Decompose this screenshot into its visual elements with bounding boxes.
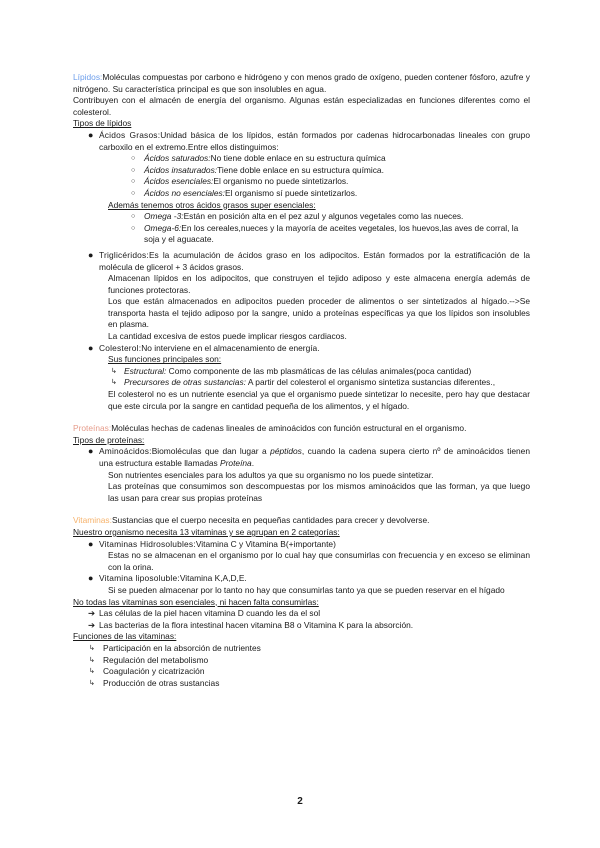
- esenciales-item-bacterias: ➔ Las bacterias de la flora intestinal hacen vitamina B8 o Vitamina K para la absorción.: [73, 620, 530, 632]
- hidrosolubles-p2: Estas no se almacenan en el organismo por lo cual hay que consumirlas con frecuencia y en exceso se eliminan con la orina.: [108, 550, 530, 572]
- lipidos-tipos-heading: Tipos de lípidos: [73, 118, 132, 129]
- liposoluble-p2: Si se pueden almacenar por lo tanto no hay que consumirlas tanto ya que se pueden reservar en el hígado: [108, 584, 505, 595]
- document-page: [73, 72, 530, 689]
- lipidos-title: Lípidos:: [73, 72, 103, 82]
- vitaminas-intro: Vitaminas:Sustancias que el cuerpo necesita en pequeñas cantidades para crecer y devolverse.: [73, 515, 430, 526]
- vitaminas-title: Vitaminas:: [73, 515, 112, 526]
- bullet-dot-icon: ●: [88, 573, 94, 584]
- funcion-precursores: ↳ Precursores de otras sustancias: A partir del colesterol el organismo sintetiza sustancias diferentes.,: [73, 377, 530, 389]
- trigliceridos-p3: Los que están almacenados en adipocitos pueden proceder de alimentos o ser sintetizados al hígado.-->Se transporta hasta el tejido adiposo por la sangre, unido a proteínas específicas ya que los lípidos son insolubles en plasma.: [108, 296, 530, 330]
- bullet-arrow-icon: ↳: [89, 668, 95, 676]
- bullet-arrow-icon: ↳: [89, 679, 95, 687]
- bullet-circle-icon: ○: [131, 224, 136, 232]
- funciones-item: ↳ Producción de otras sustancias: [73, 678, 530, 690]
- bullet-arrow-icon: ↳: [111, 379, 117, 387]
- proteinas-title: Proteínas:: [73, 423, 112, 434]
- bullet-dot-icon: ●: [88, 538, 94, 549]
- aminoacidos-item: ● Aminoácidos:Biomoléculas que dan lugar a péptidos, cuando la cadena supera cierto nº de aminoácidos tienen una estructura estable llamadas Proteína.: [73, 446, 530, 469]
- trigliceridos-item: ● Triglicéridos:Es la acumulación de ácidos graso en los adipocitos. Están formados por la estratificación de la molécula de glicerol + 3 ácidos grasos.: [73, 250, 530, 273]
- vitaminas-esenciales-heading: No todas las vitaminas son esenciales, ni hacen falta consumirlas:: [73, 596, 319, 607]
- super-esenciales-heading: Además tenemos otros ácidos grasos super esenciales:: [108, 199, 316, 210]
- aminoacidos-p3: Las proteínas que consumimos son descompuestas por los mismos aminoácidos que las forman, ya que luego las usan para crear sus propias proteínas: [108, 481, 530, 503]
- arrow-right-icon: ➔: [88, 608, 96, 619]
- funciones-item: ↳ Coagulación y cicatrización: [73, 666, 530, 678]
- subitem-omega-6: ○ Omega-6:En los cereales,nueces y la mayoría de aceites vegetales, los huevos,las aves de corral, la soja y el aguacate.: [73, 223, 530, 246]
- bullet-arrow-icon: ↳: [89, 644, 95, 652]
- bullet-circle-icon: ○: [131, 166, 136, 174]
- bullet-circle-icon: ○: [131, 178, 136, 186]
- proteinas-tipos-heading: Tipos de proteínas:: [73, 434, 145, 445]
- funcion-estructural: ↳ Estructural: Como componente de las mb plasmáticas de las células animales(poca cantidad): [73, 366, 530, 378]
- acidos-grasos-item: ● Ácidos Grasos:Unidad básica de los lípidos, están formados por cadenas hidrocarbonadas lineales con grupo carboxilo en el extremo.Entre ellos distinguimos:: [73, 130, 530, 153]
- page-number: 2: [297, 796, 303, 807]
- colesterol-nota: El colesterol no es un nutriente esencial ya que el organismo puede sintetizar lo necesite, pero hay que destacar que este circula por la sangre en cantidad pequeña de los alimentos, y el hígado.: [108, 389, 530, 411]
- bullet-dot-icon: ●: [88, 446, 94, 457]
- funciones-item: ↳ Regulación del metabolismo: [73, 655, 530, 667]
- bullet-circle-icon: ○: [131, 155, 136, 163]
- trigliceridos-p4: La cantidad excesiva de estos puede implicar riesgos cardiacos.: [108, 331, 347, 342]
- subitem-insaturados: ○ Ácidos insaturados:Tiene doble enlace en su estructura química.: [73, 165, 530, 177]
- bullet-circle-icon: ○: [131, 189, 136, 197]
- aminoacidos-p2: Son nutrientes esenciales para los adultos ya que su organismo no los puede sintetizar.: [108, 469, 434, 480]
- arrow-right-icon: ➔: [88, 619, 96, 630]
- subitem-no-esenciales: ○ Ácidos no esenciales:El organismo sí puede sintetizarlos.: [73, 188, 530, 200]
- lipidos-intro: Lípidos:Moléculas compuestas por carbono e hidrógeno y con menos grado de oxígeno, pueden contener fósforo, azufre y nitrógeno. Su característica principal es que son insolubles en agua.: [73, 72, 530, 94]
- bullet-dot-icon: ●: [88, 249, 94, 260]
- hidrosolubles-item: ● Vitaminas Hidrosolubles:Vitamina C y Vitamina B(+importante): [73, 539, 530, 551]
- bullet-dot-icon: ●: [88, 129, 94, 140]
- proteinas-intro: Proteínas:Moléculas hechas de cadenas lineales de aminoácidos con función estructural en el organismo.: [73, 423, 467, 434]
- bullet-circle-icon: ○: [131, 213, 136, 221]
- trigliceridos-p2: Almacenan lípidos en los adipocitos, que construyen el tejido adiposo y este almacena energía además de funciones protectoras.: [108, 273, 530, 295]
- bullet-arrow-icon: ↳: [111, 367, 117, 375]
- vitaminas-organismo-heading: Nuestro organismo necesita 13 vitaminas y se agrupan en 2 categorías:: [73, 526, 340, 537]
- colesterol-funciones-heading: Sus funciones principales son:: [108, 354, 222, 365]
- funciones-item: ↳ Participación en la absorción de nutrientes: [73, 643, 530, 655]
- lipidos-intro-2: Contribuyen con el almacén de energía del organismo. Algunas están especializadas en funciones diferentes como el colesterol.: [73, 95, 530, 117]
- subitem-esenciales: ○ Ácidos esenciales:El organismo no puede sintetizarlos.: [73, 176, 530, 188]
- subitem-omega-3: ○ Omega -3:Están en posición alta en el pez azul y algunos vegetales como las nueces.: [73, 211, 530, 223]
- esenciales-item-piel: ➔ Las células de la piel hacen vitamina D cuando les da el sol: [73, 608, 530, 620]
- vitaminas-funciones-heading: Funciones de las vitaminas:: [73, 631, 177, 642]
- liposoluble-item: ● Vitamina liposoluble:Vitamina K,A,D,E.: [73, 573, 530, 585]
- colesterol-item: ● Colesterol:No interviene en el almacenamiento de energía.: [73, 343, 530, 355]
- bullet-dot-icon: ●: [88, 342, 94, 353]
- subitem-saturados: ○ Ácidos saturados:No tiene doble enlace en su estructura química: [73, 153, 530, 165]
- bullet-arrow-icon: ↳: [89, 656, 95, 664]
